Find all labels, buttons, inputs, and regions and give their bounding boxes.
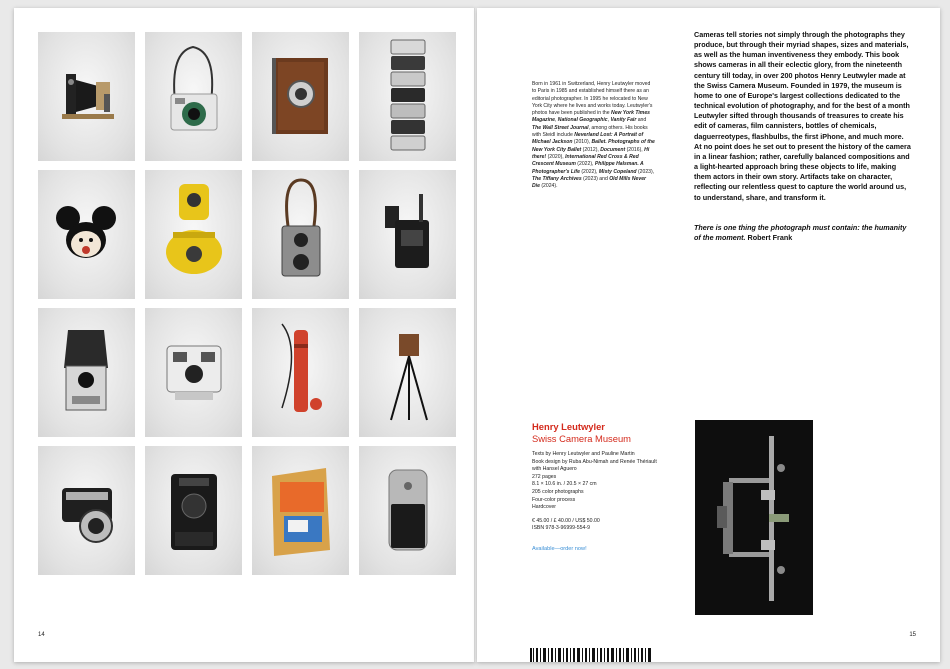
photo-tile — [359, 170, 456, 299]
spec-line: 8.1 × 10.6 in. / 20.5 × 27 cm — [532, 481, 597, 488]
book-title: Swiss Camera Museum — [532, 433, 631, 444]
photo-tile — [38, 446, 135, 575]
photo-tile — [38, 308, 135, 437]
author-bio: Born in 1961 in Switzerland, Henry Leutwyler moved to Paris in 1985 and established himself there as an editorial photographer. In 1995 he relocated to New York City where he lives and works today. Leutwyler's photos have been published in the New York Times Magazine, National Geographic, Vanity Fair and The Wall Street Journal, among others. His books with Steidl include Neverland Lost: A Portrait of Michael Jackson (2010), Ballet. Photographs of the New York City Ballet (2012), Document (2016), Hi there! (2020), International Red Cross & Red Crescent Museum (2022), Philippe Halsman. A Photographer's Life (2022), Misty Copeland (2023), The Tiffany Archives (2023) and Old Mills Never Die (2024). — [532, 81, 655, 190]
tripod-camera-icon — [359, 308, 456, 437]
view-camera-icon — [695, 420, 813, 615]
rangefinder-camera-icon — [38, 446, 135, 575]
red-tube-camera-icon — [252, 308, 349, 437]
green-camera-strap-icon — [145, 32, 242, 161]
intro-text: Cameras tell stories not simply through the photographs they produce, but through their myriad shapes, sizes and materials, as well as the human inventiveness they embody. This book shows cameras in all their eclectic glory, from the nineteenth century till today, in over 200 photos Henry Leutwyler made at the Swiss Camera Museum. Founded in 1979, the museum is home to one of Europe's largest collections dedicated to the technical evolution of photography, and for the best of a month Leutwyler sifted through thousands of treasures to create his edit of cameras, film cannisters, bottles of chemicals, daguerreotypes, flashbulbs, the first iPhone, and much more. At no point does he set out to present the history of the camera in a linear fashion; rather, carefully balanced compositions and a light-hearted approach bring these objects to life, making them actors in their own story. Artifacts take on character, reflecting our relentless quest to capture the world around us, to understand, share, and transform it. — [694, 30, 911, 202]
spec-line: 205 color photographs — [532, 488, 584, 495]
book-cover — [695, 420, 813, 615]
photo-tile — [145, 308, 242, 437]
book-author: Henry Leutwyler — [532, 421, 605, 432]
quote-text: There is one thing the photograph must contain: the humanity of the moment. — [694, 223, 907, 243]
mickey-camera-icon — [38, 170, 135, 299]
spec-line: Book design by Ruba Abu-Nimah and Renée Thériault — [532, 458, 657, 465]
photo-tile — [252, 308, 349, 437]
wooden-camera-icon — [252, 32, 349, 161]
photo-tile — [145, 446, 242, 575]
barcode — [530, 648, 652, 662]
price: € 45.00 / £ 40.00 / US$ 50.00 — [532, 517, 600, 524]
spec-line: with Hansel Aguero — [532, 466, 577, 473]
iphone-icon — [359, 446, 456, 575]
photo-tile — [359, 446, 456, 575]
photo-tile — [252, 446, 349, 575]
barcode-icon — [530, 648, 652, 662]
photo-tile — [145, 170, 242, 299]
photo-tile — [359, 308, 456, 437]
right-page — [477, 8, 940, 662]
quote — [694, 223, 912, 243]
left-page — [14, 8, 475, 662]
book-specs — [532, 451, 682, 533]
yellow-camera-icon — [145, 170, 242, 299]
bellows-camera-icon — [38, 32, 135, 161]
isbn: ISBN 978-3-96999-554-9 — [532, 525, 590, 532]
spec-line: Texts by Henry Leutwyler and Pauline Martin — [532, 451, 635, 457]
order-link[interactable]: Available—order now! — [532, 546, 587, 552]
folding-polaroid-icon — [38, 308, 135, 437]
photo-tile — [145, 32, 242, 161]
quote-author: Robert Frank — [745, 233, 793, 243]
spec-line: Hardcover — [532, 504, 556, 511]
nikon-slr-icon — [145, 446, 242, 575]
twin-lens-camera-icon — [252, 170, 349, 299]
white-camera-icon — [145, 308, 242, 437]
spec-line: Four-color process — [532, 496, 576, 503]
cine-camera-icon — [359, 170, 456, 299]
camera-stack-icon — [359, 32, 456, 161]
photo-tile — [252, 170, 349, 299]
camera-box-icon — [252, 446, 349, 575]
photo-tile — [38, 170, 135, 299]
photo-tile — [38, 32, 135, 161]
spec-line: 272 pages — [532, 473, 557, 480]
page-number: 15 — [909, 632, 916, 638]
page-number: 14 — [38, 632, 45, 638]
photo-tile — [359, 32, 456, 161]
photo-tile — [252, 32, 349, 161]
